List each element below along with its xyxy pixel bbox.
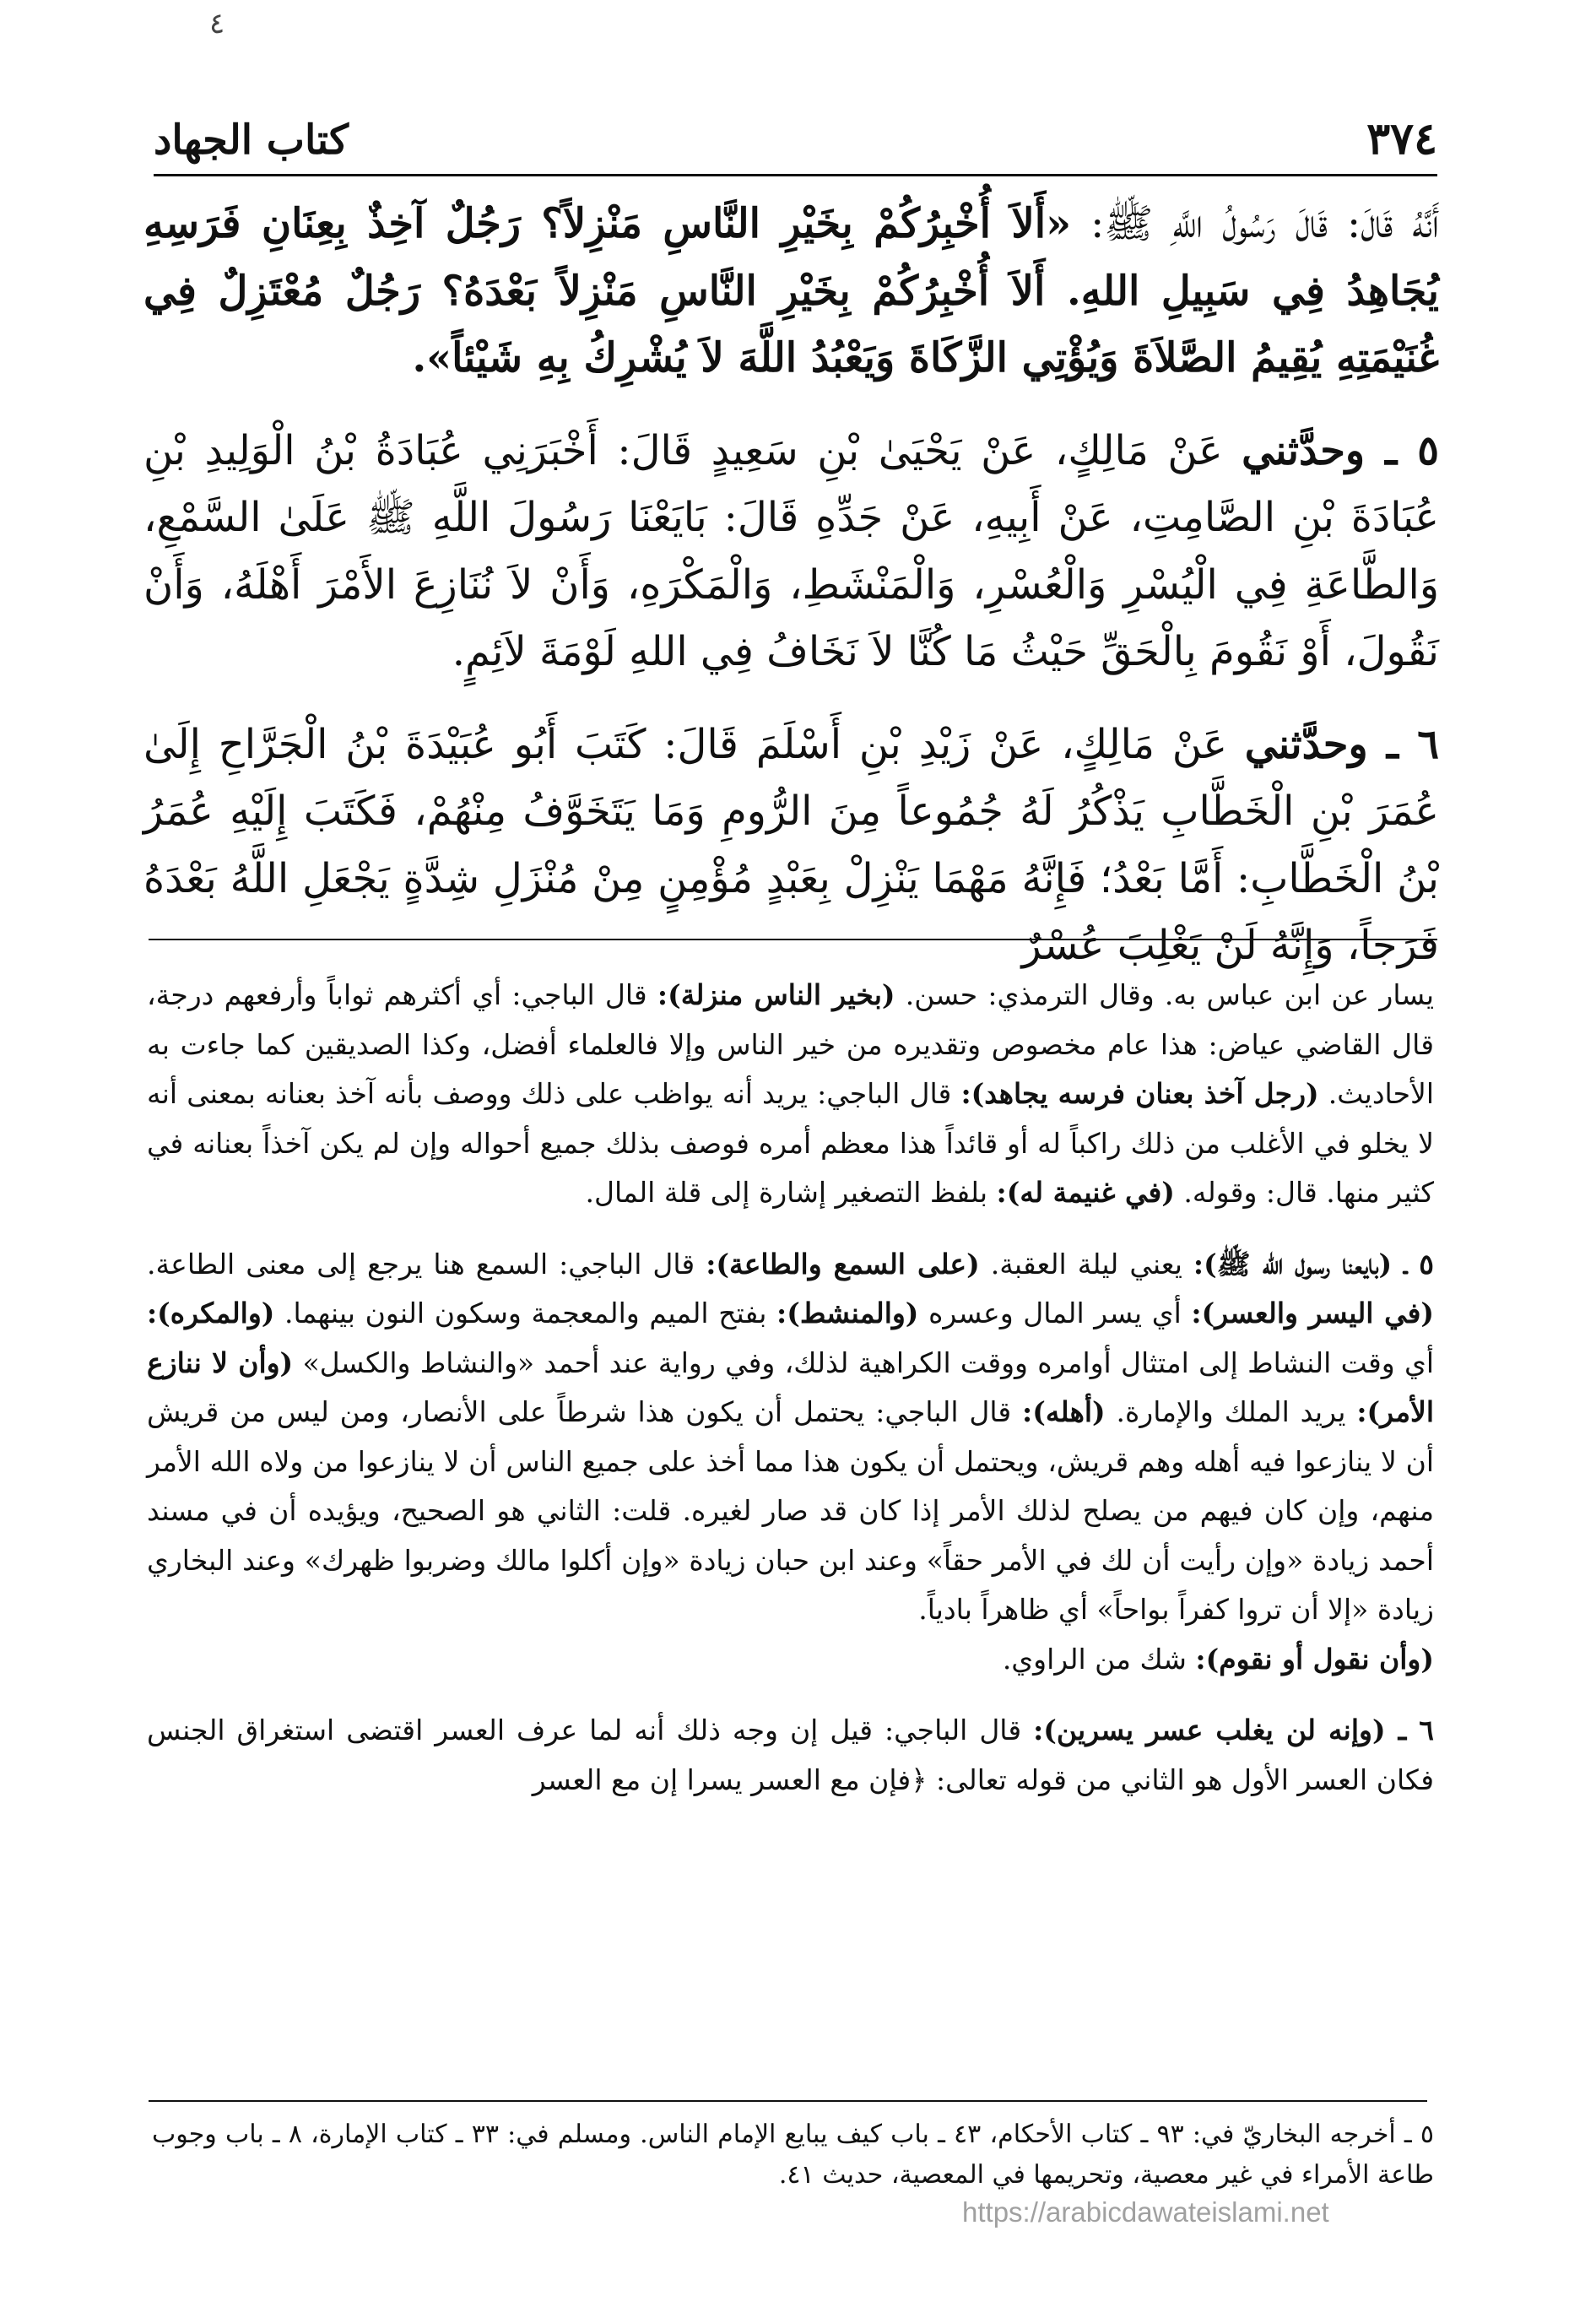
commentary-text: قال الباجي: السمع هنا يرجع إلى معنى الطاعة.: [147, 1247, 706, 1281]
commentary: [147, 971, 1434, 1805]
commentary-lemma: (بايعنا رسول الله ﷺ):: [1193, 1247, 1393, 1281]
commentary-lemma: (وإنه لن يغلب عسر يسرين):: [1033, 1714, 1386, 1746]
page-corner-mark: ٤: [209, 7, 225, 41]
commentary-lemma: (في اليسر والعسر):: [1191, 1297, 1434, 1329]
commentary-text: يريد الملك والإمارة.: [1105, 1395, 1357, 1428]
commentary-lemma: (وأن لا ننازع الأمر):: [147, 1346, 1434, 1428]
hadith-paragraph-1: [143, 191, 1439, 393]
commentary-text: يسار عن ابن عباس به. وقال الترمذي: حسن.: [895, 978, 1435, 1011]
main-text: [143, 191, 1439, 980]
prophetic-quote: «أَلاَ أُخْبِرُكُمْ بِخَيْرِ النَّاسِ مَنْزِلاً؟ رَجُلٌ آخِذٌ بِعِنَانِ فَرَسِهِ يُجَاهِدُ فِي سَبِيلِ اللهِ. أَلاَ أُخْبِرُكُمْ بِخَيْرِ النَّاسِ مَنْزِلاً بَعْدَهُ؟ رَجُلٌ مُعْتَزِلٌ فِي غُنَيْمَتِهِ يُقِيمُ الصَّلاَةَ وَيُؤْتِي الزَّكَاةَ وَيَعْبُدُ اللَّهَ لاَ يُشْرِكُ بِهِ شَيْئاً».: [143, 200, 1439, 382]
hadith-text: عَنْ مَالِكٍ، عَنْ زَيْدِ بْنِ أَسْلَمَ قَالَ: كَتَبَ أَبُو عُبَيْدَةَ بْنُ الْجَرَّاحِ إِلَىٰ عُمَرَ بْنِ الْخَطَّابِ يَذْكُرُ لَهُ جُمُوعاً مِنَ الرُّومِ وَمَا يَتَخَوَّفُ مِنْهُمْ، فَكَتَبَ إِلَيْهِ عُمَرُ بْنُ الْخَطَّابِ: أَمَّا بَعْدُ؛ فَإِنَّهُ مَهْمَا يَنْزِلْ بِعَبْدٍ مُؤْمِنٍ مِنْ مُنْزَلِ شِدَّةٍ يَجْعَلِ اللَّهُ بَعْدَهُ فَرَجاً، وَإِنَّهُ لَنْ يَغْلِبَ عُسْرٌ: [143, 720, 1439, 969]
commentary-paragraph-6: [147, 1706, 1434, 1805]
commentary-lemma: (على السمع والطاعة):: [706, 1247, 980, 1281]
hadith-lead-word: وحدَّثني: [1242, 426, 1366, 474]
hadith-number: ٦ ـ: [1367, 720, 1439, 768]
running-title: كتاب الجهاد: [154, 116, 349, 164]
page-header: [154, 106, 1437, 176]
commentary-text: يعني ليلة العقبة.: [979, 1247, 1193, 1281]
footnote-text: ٥ ـ أخرجه البخاريّ في: ٩٣ ـ كتاب الأحكام، ٤٣ ـ باب كيف يبايع الإمام الناس. ومسلم في: ٣٣ ـ كتاب الإمارة، ٨ ـ باب وجوب طاعة الأمراء في غير معصية، وتحريمها في المعصية، حديث ٤١.: [152, 2120, 1434, 2190]
commentary-text: قال الباجي: قيل إن وجه ذلك أنه لما عرف العسر اقتضى استغراق الجنس فكان العسر الأول هو الثاني من قوله تعالى: ﴿فإن مع العسر يسرا إن مع العسر: [147, 1714, 1434, 1796]
commentary-text: قال الباجي: يريد أنه يواظب على ذلك ووصف بأنه آخذ بعنانه بمعنى أنه لا يخلو في الأغلب من ذلك راكباً له أو قائداً هذا معظم أمره فوصف بذلك جميع أحواله وإن لم يكن آخذاً بعنانه في كثير منها. قال: وقوله.: [147, 1077, 1434, 1209]
hadith-lead-word: وحدَّثني: [1244, 720, 1368, 768]
commentary-text: بفتح الميم والمعجمة وسكون النون بينهما.: [274, 1297, 777, 1329]
commentary-lemma: (أهله):: [1022, 1395, 1106, 1428]
commentary-text: أي وقت النشاط إلى امتثال أوامره ووقت الكراهية لذلك، وفي رواية عند أحمد «والنشاط والكسل»: [293, 1346, 1434, 1379]
watermark-url: https://arabicdawateislami.net: [962, 2196, 1329, 2228]
footnote-divider: [149, 2100, 1427, 2102]
commentary-lemma: (والمكره):: [147, 1297, 275, 1329]
commentary-text: بلفظ التصغير إشارة إلى قلة المال.: [585, 1176, 997, 1209]
commentary-paragraph-5: [147, 1240, 1434, 1685]
commentary-lemma: (بخير الناس منزلة):: [657, 978, 895, 1011]
commentary-lemma: (وأن نقول أو نقوم):: [1195, 1642, 1434, 1676]
commentary-lemma: (في غنيمة له):: [996, 1176, 1175, 1209]
commentary-number: ٦ ـ: [1385, 1714, 1434, 1746]
commentary-divider: [149, 939, 1437, 940]
commentary-lemma: (رجل آخذ بعنان فرسه يجاهد):: [960, 1077, 1319, 1110]
commentary-text: قال الباجي: يحتمل أن يكون هذا شرطاً على الأنصار، ومن ليس من قريش أن لا ينازعوا فيه أهله وهم قريش، ويحتمل أن يكون هذا مما أخذ على جميع الناس أن لا ينازعوا من ولاه الله الأمر منهم، وإن كان فيهم من يصلح لذلك الأمر إذا كان قد صار لغيره. قلت: الثاني هو الصحيح، ويؤيده أن في مسند أحمد زيادة «وإن رأيت أن لك في الأمر حقاً» وعند ابن حبان زيادة «وإن أكلوا مالك وضربوا ظهرك» وعند البخاري زيادة «إلا أن تروا كفراً بواحاً» أي ظاهراً بادياً.: [147, 1395, 1434, 1626]
commentary-text: أي يسر المال وعسره: [918, 1297, 1192, 1329]
page-number: ٣٧٤: [1366, 113, 1437, 165]
footnote: [152, 2115, 1434, 2196]
hadith-paragraph-5: [143, 418, 1439, 686]
hadith-text: عَنْ مَالِكٍ، عَنْ يَحْيَىٰ بْنِ سَعِيدٍ قَالَ: أَخْبَرَنِي عُبَادَةُ بْنُ الْوَلِيدِ بْنِ عُبَادَةَ بْنِ الصَّامِتِ، عَنْ أَبِيهِ، عَنْ جَدِّهِ قَالَ: بَايَعْنَا رَسُولَ اللَّهِ ﷺ عَلَىٰ السَّمْعِ، وَالطَّاعَةِ فِي الْيُسْرِ وَالْعُسْرِ، وَالْمَنْشَطِ، وَالْمَكْرَهِ، وَأَنْ لاَ نُنَازِعَ الأَمْرَ أَهْلَهُ، وَأَنْ نَقُولَ، أَوْ نَقُومَ بِالْحَقِّ حَيْثُ مَا كُنَّا لاَ نَخَافُ فِي اللهِ لَوْمَةَ لاَئِمٍ.: [143, 426, 1440, 675]
commentary-lemma: (والمنشط):: [776, 1297, 919, 1329]
commentary-text: شك من الراوي.: [1002, 1642, 1196, 1676]
commentary-paragraph-1: [147, 971, 1434, 1218]
commentary-number: ٥ ـ: [1392, 1247, 1434, 1281]
hadith-intro: أَنَّهُ قَالَ: قَالَ رَسُولُ اللَّهِ ﷺ:: [1071, 200, 1440, 247]
hadith-number: ٥ ـ: [1365, 426, 1439, 474]
commentary-text: قال الباجي: أي أكثرهم ثواباً وأرفعهم درجة، قال القاضي عياض: هذا عام مخصوص وتقديره من خير الناس وإلا فالعلماء أفضل، وكذا الصديقين كما جاءت به الأحاديث.: [147, 978, 1434, 1110]
